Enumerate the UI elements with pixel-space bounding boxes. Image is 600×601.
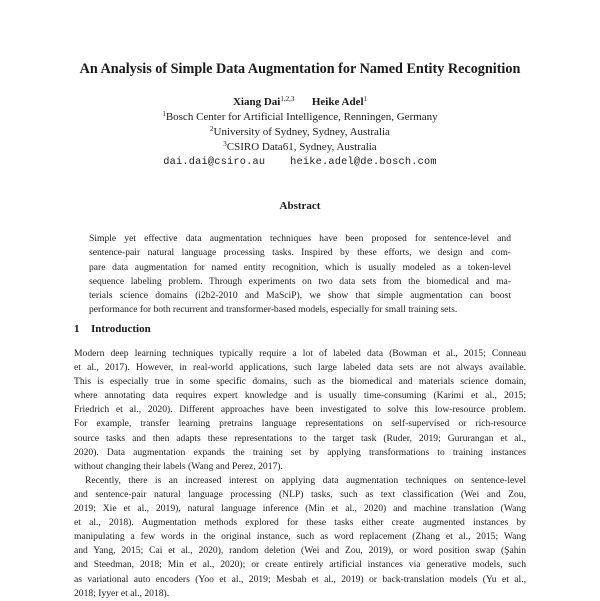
body-line: where annotating data requires expert knowledge and is usually time-consuming (Karimi et al., 2015; bbox=[74, 390, 526, 402]
body-line: Friedrich et al., 2020). Different approaches have been investigated to solve this low-resource problem. bbox=[74, 404, 526, 416]
section-heading bbox=[74, 323, 151, 335]
body-line: et al., 2017). However, in real-world applications, such large labeled data sets are not always available. bbox=[74, 362, 526, 374]
author-name: Heike Adel bbox=[311, 96, 364, 108]
body-line: and Yang, 2015; Cai et al., 2020), random deletion (Wei and Zou, 2019), or word position swap (Şahin bbox=[74, 545, 526, 557]
author-superscript: 1,2,3 bbox=[280, 95, 295, 103]
abstract-line: performance for both recurrent and transformer-based models, especially for small training sets. bbox=[89, 304, 458, 316]
author-block bbox=[0, 95, 600, 170]
abstract-line: Simple yet effective data augmentation techniques have been proposed for sentence-level and bbox=[89, 233, 511, 244]
body-line: without changing their labels (Wang and Perez, 2017). bbox=[74, 460, 283, 472]
body-line: 2020). Data augmentation expands the training set by applying transformations to training instances bbox=[74, 446, 526, 458]
body-line: This is especially true in some specific domains, such as the biomedical and materials science domain, bbox=[74, 376, 526, 388]
affiliation: $^2$University of Sydney, Sydney, Australia bbox=[210, 125, 390, 138]
abstract-body bbox=[89, 232, 511, 318]
email-link[interactable]: dai.dai@csiro.au bbox=[163, 156, 266, 168]
email-line bbox=[0, 155, 600, 170]
author-name: Xiang Dai bbox=[232, 96, 281, 108]
affiliation-superscript: 2 bbox=[210, 125, 214, 133]
body-line: Recently, there is an increased interest on applying data augmentation techniques on sentence-level bbox=[85, 474, 526, 486]
body-line: as variational auto encoders (Yoo et al., 2019; Mesbah et al., 2019) or back-translation models (Yu et al., bbox=[74, 573, 526, 585]
introduction-body bbox=[74, 347, 526, 601]
body-line: manipulating a few words in the original instance, such as word replacement (Zhang et al., 2015; Wang bbox=[74, 531, 526, 543]
abstract-line: sequence labeling problem. Through experiments on two data sets from the biomedical and ma- bbox=[89, 275, 511, 287]
email-link[interactable]: heike.adel@de.bosch.com bbox=[290, 156, 437, 168]
section-title: Introduction bbox=[91, 323, 151, 335]
abstract-heading: Abstract bbox=[279, 200, 321, 212]
body-line: and Steedman, 2018; Min et al., 2020); or create entirely artificial instances via generative models, such bbox=[74, 559, 526, 571]
body-line: 2019; Xie et al., 2019), natural language inference (Min et al., 2020) and machine translation (Wang bbox=[74, 503, 526, 515]
author-superscript: 1 bbox=[363, 95, 367, 103]
body-line: 2018; Iyyer et al., 2018). bbox=[74, 587, 170, 599]
body-line: and sentence-pair natural language processing (NLP) tasks, such as text classification (Wei and Zou, bbox=[74, 488, 526, 500]
abstract-line: sentence-pair natural language processing tasks. Inspired by these efforts, we design and com- bbox=[89, 247, 511, 259]
body-line: Modern deep learning techniques typically require a lot of labeled data (Bowman et al., 2015; Conneau bbox=[74, 348, 526, 359]
affiliation: $^3$CSIRO Data61, Sydney, Australia bbox=[223, 140, 377, 153]
abstract-line: pare data augmentation for named entity recognition, which is usually modeled as a token-level bbox=[89, 261, 511, 273]
abstract-line: terials science domains (i2b2-2010 and MaSciP), we show that simple augmentation can boost bbox=[89, 290, 511, 302]
affiliation: $^1$Bosch Center for Artificial Intelligence, Renningen, Germany bbox=[162, 110, 438, 123]
body-line: For example, transfer learning pretrains language representations on self-supervised or rich-resource bbox=[74, 418, 526, 430]
body-line: et al., 2018). Augmentation methods explored for these tasks either create augmented instances by bbox=[74, 517, 526, 529]
body-line: source tasks and then adapts these representations to the target task (Ruder, 2019; Gururangan et al., bbox=[74, 432, 526, 444]
paper-title: An Analysis of Simple Data Augmentation for Named Entity Recognition bbox=[79, 61, 521, 77]
affiliation-superscript: 3 bbox=[223, 140, 227, 148]
author-names bbox=[0, 95, 600, 110]
affiliation-superscript: 1 bbox=[162, 110, 166, 118]
section-number: 1 bbox=[74, 323, 80, 335]
